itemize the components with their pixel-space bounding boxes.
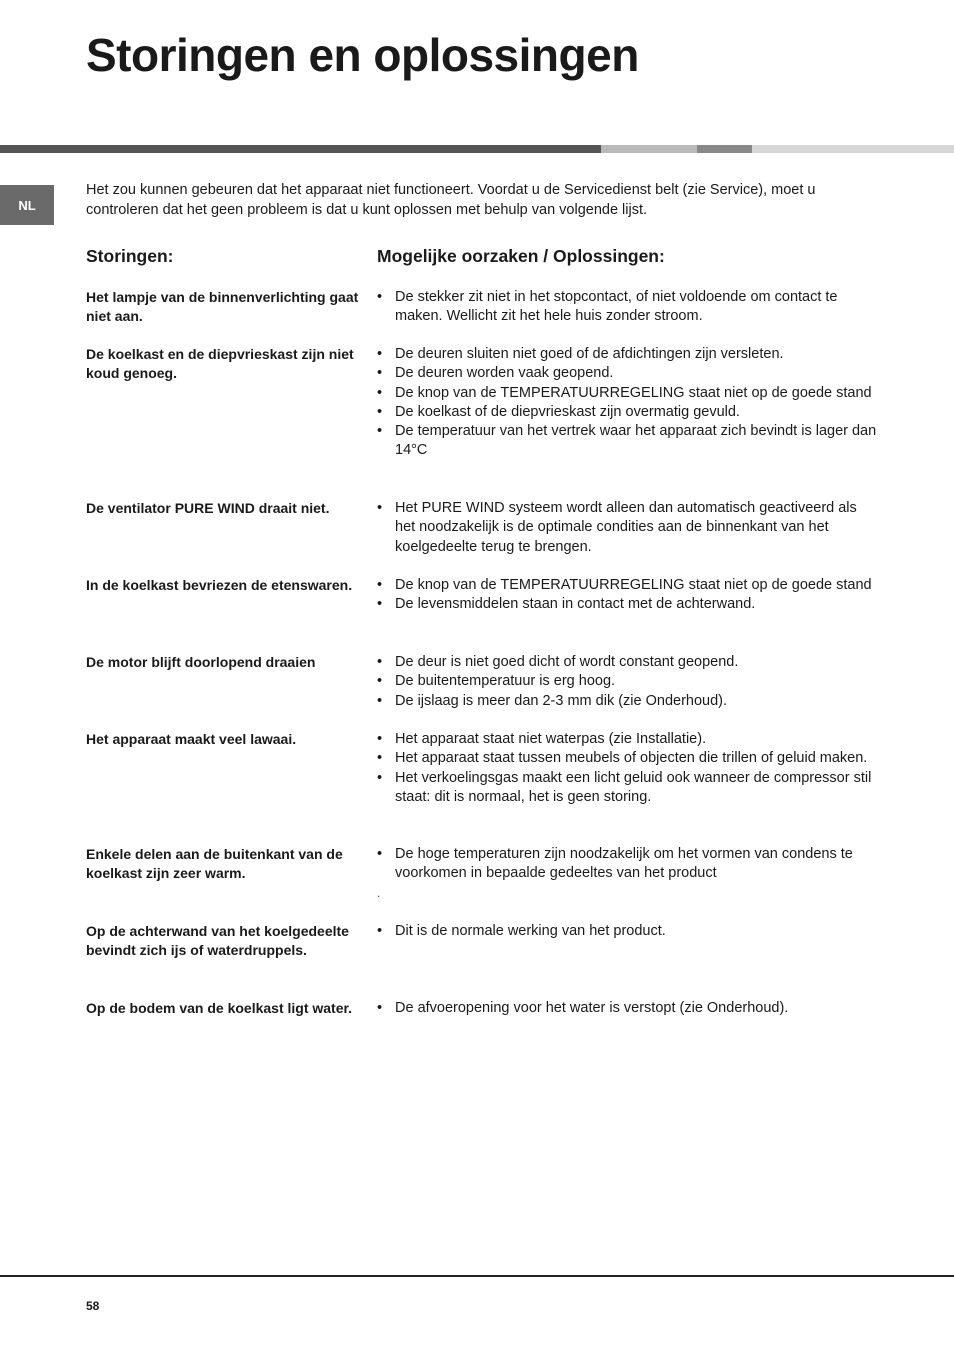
problem-text: Het lampje van de binnenverlichting gaat niet aan. (86, 289, 359, 325)
stray-mark: . (377, 886, 381, 900)
solution-item: • De temperatuur van het vertrek waar het apparaat zich bevindt is lager dan 14°C (377, 422, 877, 461)
solution-item: • Het apparaat staat tussen meubels of objecten die trillen of geluid maken. (377, 749, 877, 768)
header-band-dark (0, 145, 601, 153)
solution-item: • Het apparaat staat niet waterpas (zie Installatie). (377, 730, 877, 749)
solution-list (377, 999, 877, 1018)
header-band-pale (752, 145, 954, 153)
solution-item: • De knop van de TEMPERATUURREGELING staat niet op de goede stand (377, 576, 877, 595)
solution-item: • De afvoeropening voor het water is verstopt (zie Onderhoud). (377, 999, 877, 1018)
solution-item: • Het PURE WIND systeem wordt alleen dan automatisch geactiveerd als het noodzakelijk is de optimale condities aan de binnenkant van het koelgedeelte terug te brengen. (377, 499, 877, 557)
solution-item: • De levensmiddelen staan in contact met de achterwand. (377, 595, 877, 614)
solution-item: • Het verkoelingsgas maakt een licht geluid ook wanneer de compressor stil staat: dit is normaal, het is geen storing. (377, 769, 877, 808)
intro-text: Het zou kunnen gebeuren dat het apparaat niet functioneert. Voordat u de Servicedienst belt (zie Service), moet u controleren dat het geen probleem is dat u kunt oplossen met behulp van volgende lijst. (86, 182, 816, 218)
solution-list (377, 922, 877, 941)
problem-text: Enkele delen aan de buitenkant van de koelkast zijn zeer warm. (86, 846, 343, 882)
solution-item: • De stekker zit niet in het stopcontact, of niet voldoende om contact te maken. Wellicht zit het hele huis zonder stroom. (377, 288, 877, 327)
solution-list (377, 653, 877, 711)
solution-list (377, 576, 877, 615)
problems-heading: Storingen: (86, 246, 174, 266)
footer-rule (0, 1275, 954, 1277)
header-band-light (601, 145, 697, 153)
solution-list (377, 845, 877, 884)
solutions-heading: Mogelijke oorzaken / Oplossingen: (377, 246, 665, 266)
page-number: 58 (86, 1299, 100, 1313)
problem-text: Op de bodem van de koelkast ligt water. (86, 1000, 353, 1016)
solution-item: • Dit is de normale werking van het product. (377, 922, 877, 941)
page-title: Storingen en oplossingen (86, 29, 639, 81)
solution-item: • De hoge temperaturen zijn noodzakelijk om het vormen van condens te voorkomen in bepaalde gedeeltes van het product (377, 845, 877, 884)
solution-item: • De knop van de TEMPERATUURREGELING staat niet op de goede stand (377, 384, 877, 403)
language-tab: NL (0, 185, 54, 225)
solution-list (377, 730, 877, 807)
solution-item: • De deuren sluiten niet goed of de afdichtingen zijn versleten. (377, 345, 877, 364)
problem-text: In de koelkast bevriezen de etenswaren. (86, 577, 353, 593)
header-band-mid (697, 145, 752, 153)
solution-list (377, 499, 877, 557)
solution-item: • De ijslaag is meer dan 2-3 mm dik (zie Onderhoud). (377, 692, 877, 711)
problem-text: De ventilator PURE WIND draait niet. (86, 500, 330, 516)
problem-text: Het apparaat maakt veel lawaai. (86, 731, 297, 747)
solution-item: • De koelkast of de diepvrieskast zijn overmatig gevuld. (377, 403, 877, 422)
solution-list (377, 288, 877, 327)
problem-text: De koelkast en de diepvrieskast zijn niet koud genoeg. (86, 346, 354, 382)
problem-text: Op de achterwand van het koelgedeelte bevindt zich ijs of waterdruppels. (86, 923, 349, 959)
solution-item: • De buitentemperatuur is erg hoog. (377, 672, 877, 691)
solution-list (377, 345, 877, 461)
problem-text: De motor blijft doorlopend draaien (86, 654, 316, 670)
solution-item: • De deuren worden vaak geopend. (377, 364, 877, 383)
solution-item: • De deur is niet goed dicht of wordt constant geopend. (377, 653, 877, 672)
